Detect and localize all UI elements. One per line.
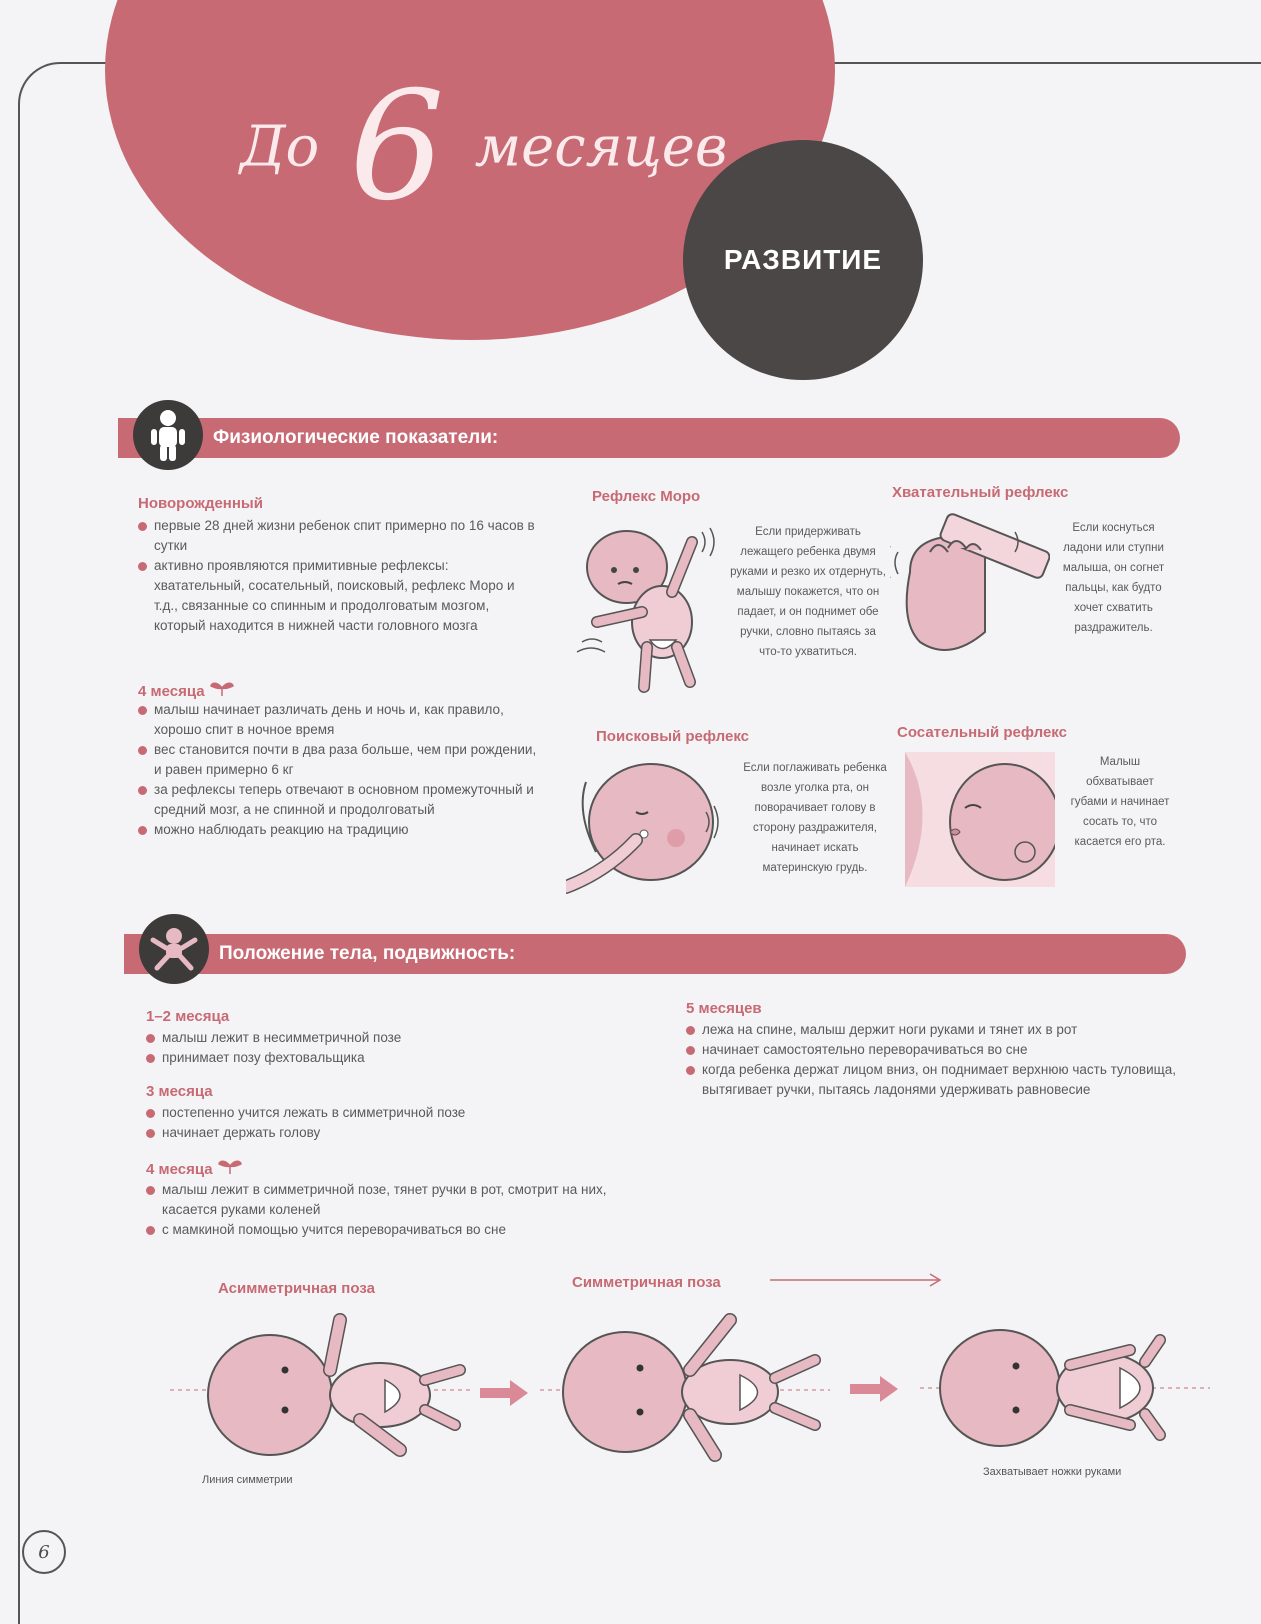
list-item: когда ребенка держат лицом вниз, он поднимает верхнюю часть туловища, вытягивает ручки, пытаясь ладонями удерживать равновесие <box>686 1060 1176 1100</box>
sucking-baby-illustration <box>905 752 1055 892</box>
list-item: лежа на спине, малыш держит ноги руками и тянет их в рот <box>686 1020 1176 1040</box>
symmetric-pose-label: Симметричная поза <box>572 1274 721 1291</box>
list-item: за рефлексы теперь отвечают в основном промежуточный и средний мозг, а не спинной и продолговатый <box>138 780 543 820</box>
month4-label <box>138 680 235 700</box>
m4-mobility-label <box>146 1158 243 1178</box>
list-item: с мамкиной помощью учится переворачиваться во сне <box>146 1220 616 1240</box>
physiology-section-title: Физиологические показатели: <box>213 427 499 448</box>
baby-symmetric-illustration <box>540 1300 830 1485</box>
title-number: 6 <box>349 60 445 234</box>
title-word-2: месяцев <box>474 114 728 180</box>
baby-asymmetric-illustration <box>170 1300 470 1485</box>
m1-2-list <box>146 1028 606 1068</box>
baby-holding-feet-illustration <box>920 1310 1210 1475</box>
grasp-reflex-title: Хватательный рефлекс <box>892 484 1069 501</box>
newborn-list <box>138 516 538 636</box>
page-number: 6 <box>22 1530 66 1574</box>
mobility-section-bar <box>124 934 1186 974</box>
list-item: вес становится почти в два раза больше, чем при рождении, и равен примерно 6 кг <box>138 740 543 780</box>
arrow-right-icon <box>480 1378 530 1408</box>
physiology-section-bar <box>118 418 1180 458</box>
newborn-label: Новорожденный <box>138 495 263 512</box>
grasp-hand-illustration <box>890 512 1050 667</box>
holding-feet-caption: Захватывает ножки руками <box>983 1466 1122 1478</box>
arrow-right-icon <box>770 1272 945 1288</box>
list-item: можно наблюдать реакцию на традицию <box>138 820 543 840</box>
m4-mobility-label-text: 4 месяца <box>146 1161 213 1178</box>
month4-list <box>138 700 543 840</box>
rooting-reflex-title: Поисковый рефлекс <box>596 728 749 745</box>
title-word-1: До <box>240 114 320 180</box>
rooting-reflex-text: Если поглаживать ребенка возле уголка рта, он поворачивает голову в сторону раздражителя, начинает искать материнскую грудь. <box>743 762 887 874</box>
m3-list <box>146 1103 606 1143</box>
arrow-right-icon <box>850 1374 900 1404</box>
m5-label: 5 месяцев <box>686 1000 762 1017</box>
m3-label: 3 месяца <box>146 1083 213 1100</box>
list-item: малыш лежит в симметричной позе, тянет ручки в рот, смотрит на них, касается руками коленей <box>146 1180 616 1220</box>
sucking-reflex-title: Сосательный рефлекс <box>897 724 1067 741</box>
list-item: принимает позу фехтовальщика <box>146 1048 606 1068</box>
list-item: постепенно учится лежать в симметричной позе <box>146 1103 606 1123</box>
list-item: начинает держать голову <box>146 1123 606 1143</box>
development-badge <box>683 140 923 380</box>
sucking-reflex-text: Малыш обхватывает губами и начинает сосать то, что касается его рта. <box>1070 756 1170 848</box>
m4-mobility-list <box>146 1180 616 1240</box>
development-badge-label: РАЗВИТИЕ <box>723 244 883 275</box>
m5-list <box>686 1020 1176 1100</box>
page-title <box>240 60 728 234</box>
moro-baby-illustration <box>572 512 722 707</box>
list-item: малыш начинает различать день и ночь и, как правило, хорошо спит в ночное время <box>138 700 543 740</box>
list-item: малыш лежит в несимметричной позе <box>146 1028 606 1048</box>
month4-label-text: 4 месяца <box>138 683 205 700</box>
mobility-section-title: Положение тела, подвижность: <box>219 943 516 964</box>
asymmetric-pose-label: Асимметричная поза <box>218 1280 375 1297</box>
moro-reflex-title: Рефлекс Моро <box>592 488 701 505</box>
sprout-icon <box>217 1158 243 1174</box>
sprout-icon <box>209 680 235 696</box>
symmetry-line-caption: Линия симметрии <box>202 1474 293 1486</box>
grasp-reflex-text: Если коснуться ладони или ступни малыша, он согнет пальцы, как будто хочет схватить раздражитель. <box>1062 522 1165 634</box>
baby-crawling-icon <box>139 914 209 984</box>
m1-2-label: 1–2 месяца <box>146 1008 230 1025</box>
baby-standing-icon <box>133 400 203 470</box>
list-item: начинает самостоятельно переворачиваться во сне <box>686 1040 1176 1060</box>
moro-reflex-text: Если придерживать лежащего ребенка двумя руками и резко их отдернуть, малышу покажется, что он падает, и он поднимет обе ручки, словно пытаясь за что-то ухватиться. <box>730 526 886 658</box>
list-item: первые 28 дней жизни ребенок спит примерно по 16 часов в сутки <box>138 516 538 556</box>
list-item: активно проявляются примитивные рефлексы: хватательный, сосательный, поисковый, рефлекс Моро и т.д., связанные со спинным и продолговатым мозгом, который находится в нижней части головного мозга <box>138 556 538 636</box>
rooting-baby-illustration <box>566 752 726 907</box>
